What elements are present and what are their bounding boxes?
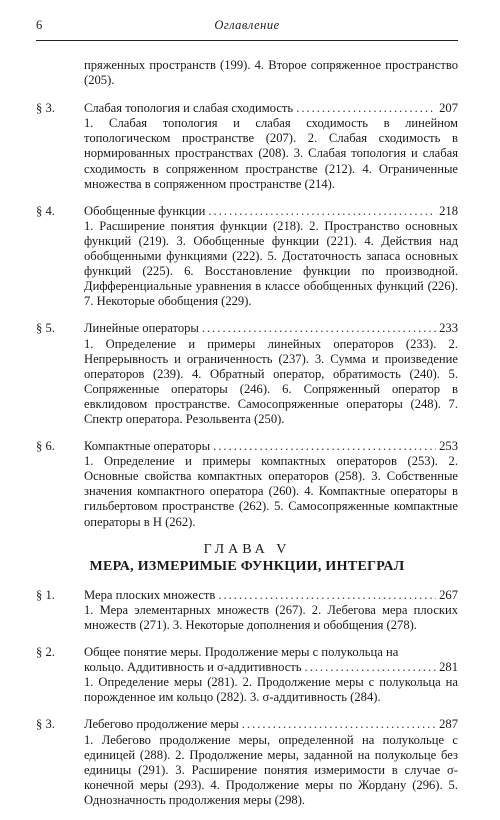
- toc-entry: [36, 645, 458, 705]
- running-header: [36, 18, 458, 38]
- leader-dots: [218, 588, 436, 603]
- leader-dots: [242, 717, 436, 732]
- section-title: Лебегово продолжение меры: [84, 717, 239, 732]
- toc-entry: [36, 321, 458, 427]
- toc-entry: [36, 204, 458, 310]
- leader-dots: [305, 660, 437, 675]
- section-symbol: § 5.: [36, 321, 55, 336]
- continuation-text: пряженных пространств (199). 4. Второе сопряженное пространство (205).: [84, 58, 458, 88]
- section-title: кольцо. Аддитивность и σ-аддитивность: [84, 660, 302, 675]
- section-title: Обобщенные функции: [84, 203, 206, 218]
- toc-entry: [36, 588, 458, 633]
- section-page: 267: [439, 587, 458, 602]
- header-rule: [36, 40, 458, 41]
- section-title: Мера плоских множеств: [84, 587, 216, 602]
- section-description: 1. Определение и примеры линейных операторов (233). 2. Непрерывность и ограниченность (237). 3. Сумма и произведение операторов (239). 4. Обратный оператор, обратимость (240). 5. Сопряженные операторы (246). 6. Сопряженный оператор в евклидовом пространстве. Самосопряженные операторы (248). 7. Спектр оператора. Резольвента (250).: [84, 336, 458, 426]
- leader-dots: [208, 204, 436, 219]
- section-symbol: § 2.: [36, 645, 55, 660]
- leader-dots: [202, 321, 436, 336]
- page-number: 6: [36, 18, 43, 32]
- section-title: Линейные операторы: [84, 321, 199, 336]
- running-title: Оглавление: [214, 18, 280, 32]
- section-symbol: § 3.: [36, 717, 55, 732]
- section-title: Компактные операторы: [84, 439, 211, 454]
- leader-dots: [296, 101, 436, 116]
- section-description: 1. Определение и примеры компактных операторов (253). 2. Основные свойства компактных операторов (258). 3. Собственные значения компактного оператора (260). 4. Компактные операторы в гильбертовом пространстве (262). 5. Самосопряженные компактные операторы в H (262).: [84, 454, 458, 529]
- section-symbol: § 6.: [36, 439, 55, 454]
- section-title-line-1: Общее понятие меры. Продолжение меры с полукольца на: [84, 645, 399, 660]
- section-page: 281: [439, 660, 458, 675]
- chapter-label: ГЛАВА V: [203, 541, 291, 557]
- section-description: 1. Мера элементарных множеств (267). 2. Лебегова мера плоских множеств (271). 3. Некоторые дополнения и обобщения (278).: [84, 602, 458, 632]
- section-symbol: § 3.: [36, 101, 55, 116]
- section-description: 1. Расширение понятия функции (218). 2. Пространство основных функций (219). 3. Обобщенные функции (221). 4. Действия над обобщенными функциями (222). 5. Достаточность запаса основных функций (225). 6. Восстановление функции по производной. Дифференциальные уравнения в классе обобщенных функций (226). 7. Некоторые обобщения (229).: [84, 218, 458, 309]
- toc-entry: [36, 717, 458, 808]
- section-description: 1. Слабая топология и слабая сходимость в линейном топологическом пространстве (207). 2. Слабая сходимость в нормированных пространствах (208). 3. Слабая топология и слабая сходимость в сопряженном пространстве (212). 4. Ограниченные множества в сопряженном пространстве (214).: [84, 116, 458, 191]
- chapter-title: МЕРА, ИЗМЕРИМЫЕ ФУНКЦИИ, ИНТЕГРАЛ: [89, 558, 405, 574]
- section-description: 1. Определение меры (281). 2. Продолжение меры с полукольца на порожденное им кольцо (282). 3. σ-аддитивность (284).: [84, 675, 458, 705]
- section-page: 253: [439, 439, 458, 454]
- section-symbol: § 1.: [36, 587, 55, 602]
- leader-dots: [213, 439, 436, 454]
- section-page: 233: [439, 321, 458, 336]
- toc-content: [36, 58, 458, 820]
- section-page: 287: [439, 717, 458, 732]
- section-page: 218: [439, 203, 458, 218]
- section-description: 1. Лебегово продолжение меры, определенной на полукольце с единицей (288). 2. Продолжение меры, заданной на полукольце без единицы (291). 3. Расширение понятия измеримости в случае σ-конечной меры (293). 4. Продолжение меры по Жордану (296). 5. Однозначность продолжения меры (298).: [84, 732, 458, 807]
- section-page: 207: [439, 101, 458, 116]
- section-title: Слабая топология и слабая сходимость: [84, 101, 294, 116]
- chapter-heading: [36, 542, 458, 574]
- section-symbol: § 4.: [36, 203, 55, 218]
- toc-entry: [36, 439, 458, 530]
- toc-entry: [36, 101, 458, 192]
